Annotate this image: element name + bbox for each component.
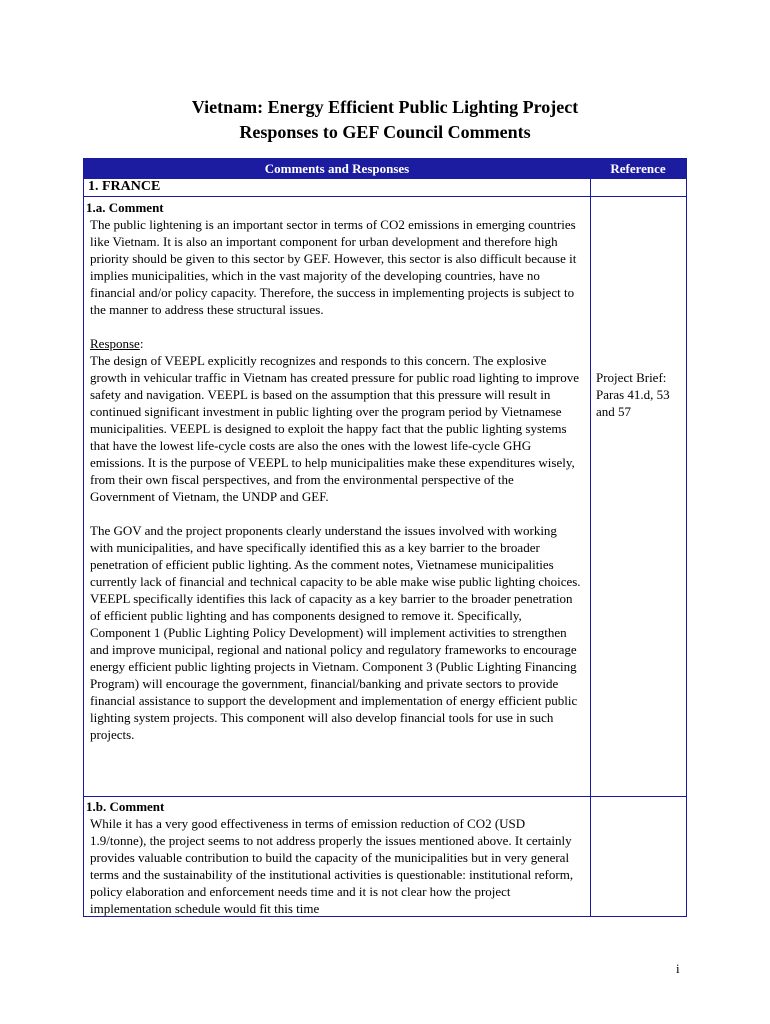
row-1a-response-p2: The GOV and the project proponents clearly understand the issues involved with working with municipalities, and have specifically identified this as a key barrier to the broader penetration of efficient public lighting. As the comment notes, Vietnamese municipalities currently lack of financial and technical capacity to be able make wise public lighting choices. VEEPL specifically identifies this lack of capacity as a key barrier to the broader penetration of efficient public lighting and has components designed to remove it. Specifically, Component 1 (Public Lighting Policy Development) will implement activities to strengthen and improve municipal, regional and national policy and regulatory frameworks to encourage energy efficient public lighting projects in Vietnam. Component 3 (Public Lighting Financing Program) will encourage the government, financial/banking and private sectors to provide financial assistance to support the development and implementation of energy efficient public lighting system projects. This component will also develop financial tools for use in such projects. — [90, 523, 581, 742]
row-1a-response-p1: The design of VEEPL explicitly recognizes and responds to this concern. The explosive growth in vehicular traffic in Vietnam has created pressure for public road lighting to improve safety and navigation. VEEPL is based on the assumption that this pressure will result in continued significant investment in public lighting over the program period by Vietnamese municipalities. VEEPL is designed to exploit the happy fact that the public lighting systems that have the lowest life-cycle costs are also the ones with the lowest life-cycle GHG emissions. It is the purpose of VEEPL to help municipalities make these expenditures wisely, from their own fiscal perspectives, and from the environmental perspective of the Government of Vietnam, the UNDP and GEF. — [90, 353, 579, 504]
row-1a-label: 1.a. Comment — [86, 200, 164, 215]
header-reference: Reference — [610, 161, 666, 176]
row-1a-comment: The public lightening is an important sector in terms of CO2 emissions in emerging countries like Vietnam. It is also an important component for urban development and therefore high priority should be given to this sector by GEF. However, this sector is also difficult because it implies municipalities, which in the vast majority of the developing countries, have no financial and/or policy capacity. Therefore, the success in implementing projects is subject to the manner to address these structural issues. — [90, 217, 577, 317]
document-title: Vietnam: Energy Efficient Public Lighting Project — [191, 97, 579, 117]
row-1b-label: 1.b. Comment — [86, 799, 165, 814]
comments-table — [83, 158, 687, 917]
column-divider — [590, 196, 591, 917]
row-1a-reference: Project Brief: Paras 41.d, 53 and 57 — [596, 370, 670, 419]
document-subtitle: Responses to GEF Council Comments — [239, 122, 531, 142]
row-divider — [84, 196, 686, 197]
header-divider — [590, 179, 591, 197]
row-divider — [84, 796, 686, 797]
table-header — [84, 159, 686, 179]
row-1b-comment: While it has a very good effectiveness in terms of emission reduction of CO2 (USD 1.9/tonne), the project seems to not address properly the issues mentioned above. It certainly provides valuable contribution to build the capacity of the municipalities but in very general terms and the sustainability of the institutional activities is questionable: institutional reform, policy elaboration and enforcement needs time and it is not clear how the project implementation schedule would fit this time — [90, 816, 574, 916]
section-heading: 1. FRANCE — [88, 179, 161, 194]
page-number: i — [676, 961, 680, 976]
response-label-text: Response — [90, 336, 140, 351]
row-1b — [86, 798, 586, 917]
row-1a — [86, 199, 586, 743]
header-comments-responses: Comments and Responses — [264, 161, 410, 176]
row-1a-response-label: Response: — [90, 336, 144, 351]
